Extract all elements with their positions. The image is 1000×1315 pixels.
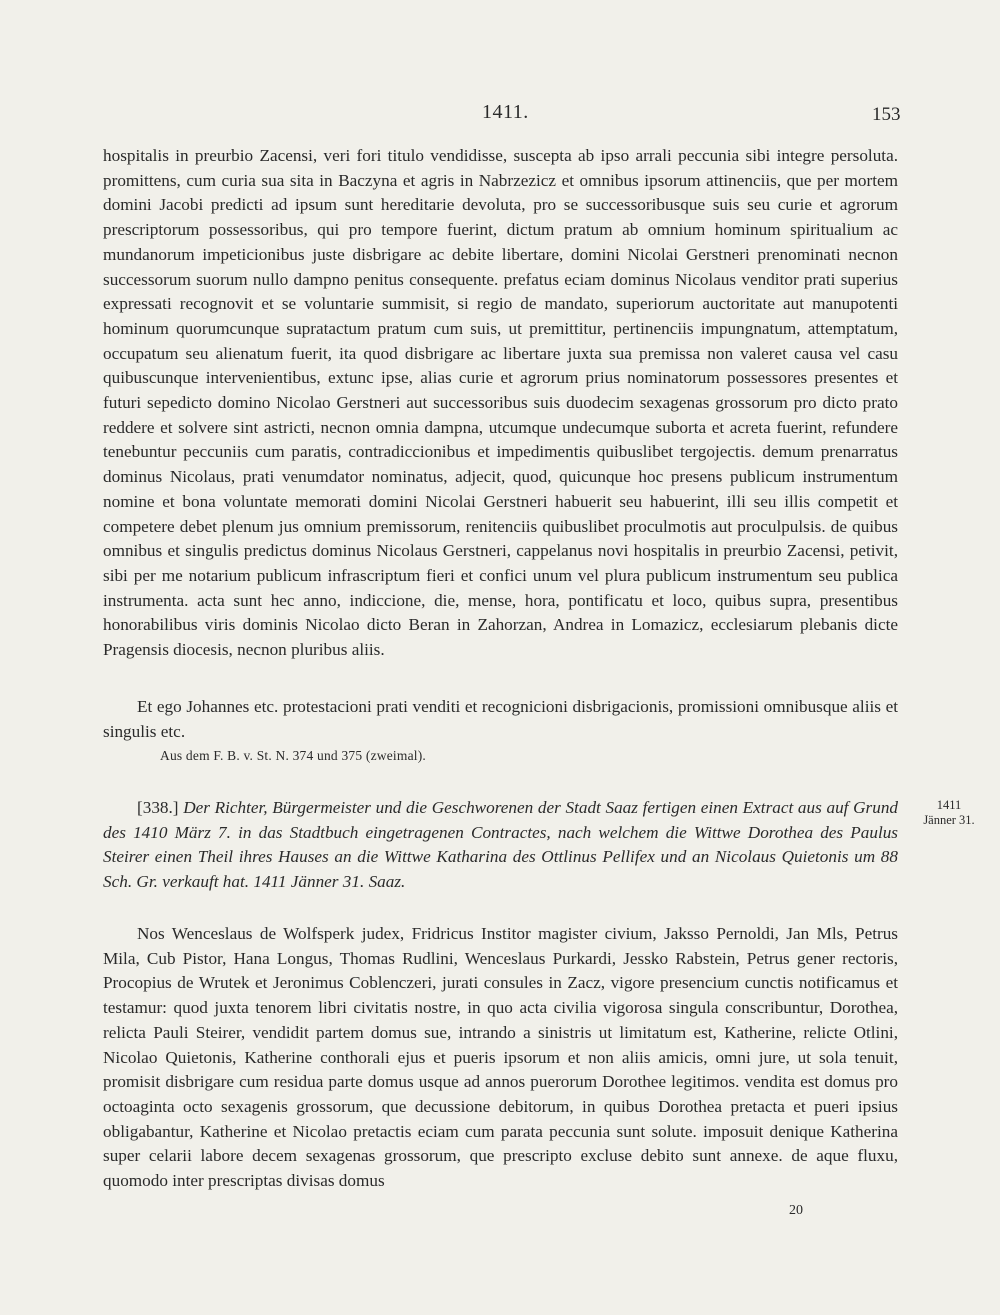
source-note: Aus dem F. B. v. St. N. 374 und 375 (zweimal). [160, 748, 426, 763]
page-number: 153 [872, 104, 901, 125]
signature-mark: 20 [789, 1203, 803, 1218]
running-header-year: 1411. [482, 101, 529, 123]
paragraph: Nos Wenceslaus de Wolfsperk judex, Fridricus Institor magister civium, Jaksso Pernoldi, Jan Mls, Petrus Mila, Cub Pistor, Hana Longus, Thomas Rudlini, Wenceslaus Purkardi, Jessko Rabstein, Petrus gener rectoris, Procopius de Wrutek et Jeronimus Coblenczeri, jurati consules in Zacz, vigore presencium cunctis notificamus et testamur: quod juxta tenorem libri civitatis nostre, in quo acta civilia vigorosa singula conscribuntur, Dorothea, relicta Pauli Steirer, vendidit partem domus sue, intrando a sinistris ut limitatum est, Katherine, relicte Otlini, Nicolao Quietonis, Katherine conthorali ejus et pueris ipsorum et non aliis amicis, omni jure, ut sola tenuit, promisit disbrigare cum residua parte domus usque ad annos puerorum Dorothee legitimos. vendita est domus pro octoaginta octo sexagenis grossorum, que decussione debitorum, in quibus Dorothea pretacta et pueri ipsius obligabantur, Katherine et Nicolao pretactis eciam cum parata peccunia sunt solute. imposuit denique Katherina super celarii labore decem sexagenas grossorum, que prescripto excluse debito sunt annexe. de aque fluxu, quomodo inter prescriptas divisas domus [103, 924, 898, 1191]
notary-clause [103, 695, 898, 744]
regest-paragraph [103, 796, 898, 894]
marginal-year: 1411 [936, 798, 962, 812]
marginal-date [914, 798, 984, 828]
paragraph: hospitalis in preurbio Zacensi, veri fori titulo vendidisse, suscepta ab ipso arrali peccunia sibi integre persoluta. promittens, cum curia sua sita in Baczyna et agris in Nabrzezicz et omnibus ipsorum attinenciis, que per mortem domini Jacobi predicti ad ipsum sunt hereditarie devoluta, pro se successoribusque suis seu curie et agrorum prescriptorum possessoribus, qui pro tempore fuerint, dictum pratum ab omnium hominum spiritualium ac mundanorum impeticionibus juste disbrigare ac debite libertare, domini Nicolai Gerstneri prenominati necnon successorum suorum nullo dampno penitus consequente. prefatus eciam dominus Nicolaus venditor prati superius expressati recognovit et se voluntarie summisit, si regio de mandato, superiorum auctoritate aut manupotenti hominum quorumcunque supratactum pratum cum suis, ut premittitur, pertinenciis impungnatum, attemptatum, occupatum seu alienatum fuerit, ita quod disbrigare ac libertare juxta sua premissa non valeret causa vel casu quibuscunque intervenientibus, extunc ipse, alias curie et agrorum prius nominatorum possessores presentes et futuri sepedicto domino Nicolao Gerstneri aut successoribus suis duodecim sexagenas grossorum pro dicto prato reddere et solvere sint astricti, necnon omnia dampna, utcumque undecumque suborta et acreta fuerint, refundere tenebuntur peccuniis cum paratis, contradiccionibus et impedimentis quibuslibet tergojectis. demum prenarratus dominus Nicolaus, prati venumdator nominatus, adjecit, quod, quicunque hoc presens publicum instrumentum nomine et bona voluntate memorati domini Nicolai Gerstneri habuerit seu habuerint, illi seu illis competit et competere debet plenum jus omnium premissorum, renitenciis quibuslibet proculmotis aut proculpulsis. de quibus omnibus et singulis predictus dominus Nicolaus Gerstneri, cappelanus novi hospitalis in preurbio Zacensi, petivit, sibi per me notarium publicum infrascriptum fieri et confici unum vel plura publicum instrumentum seu publica instrumenta. acta sunt hec anno, indiccione, die, mense, hora, pontificatu et loco, quibus supra, presentibus honorabilibus viris dominis Nicolao dicto Beran in Zahorzan, Andrea in Lomazicz, ecclesiarum plebanis dicte Pragensis diocesis, necnon pluribus aliis. [103, 146, 898, 660]
document-regest [103, 796, 898, 894]
paragraph: Et ego Johannes etc. protestacioni prati venditi et recognicioni disbrigacionis, promissioni omnibusque aliis et singulis etc. [103, 697, 898, 741]
marginal-day: Jänner 31. [923, 813, 975, 827]
charter-text-continued [103, 144, 898, 663]
charter-text [103, 922, 898, 1194]
document-number: [338.] [137, 798, 179, 817]
regest-text: Der Richter, Bürgermeister und die Geschworenen der Stadt Saaz fertigen einen Extract aus auf Grund des 1410 März 7. in das Stadtbuch eingetragenen Contractes, nach welchem die Wittwe Dorothea des Paulus Steirer einen Theil ihres Hauses an die Wittwe Katharina des Ottlinus Pellifex und an Nicolaus Quietonis um 88 Sch. Gr. verkauft hat. 1411 Jänner 31. Saaz. [103, 798, 899, 891]
